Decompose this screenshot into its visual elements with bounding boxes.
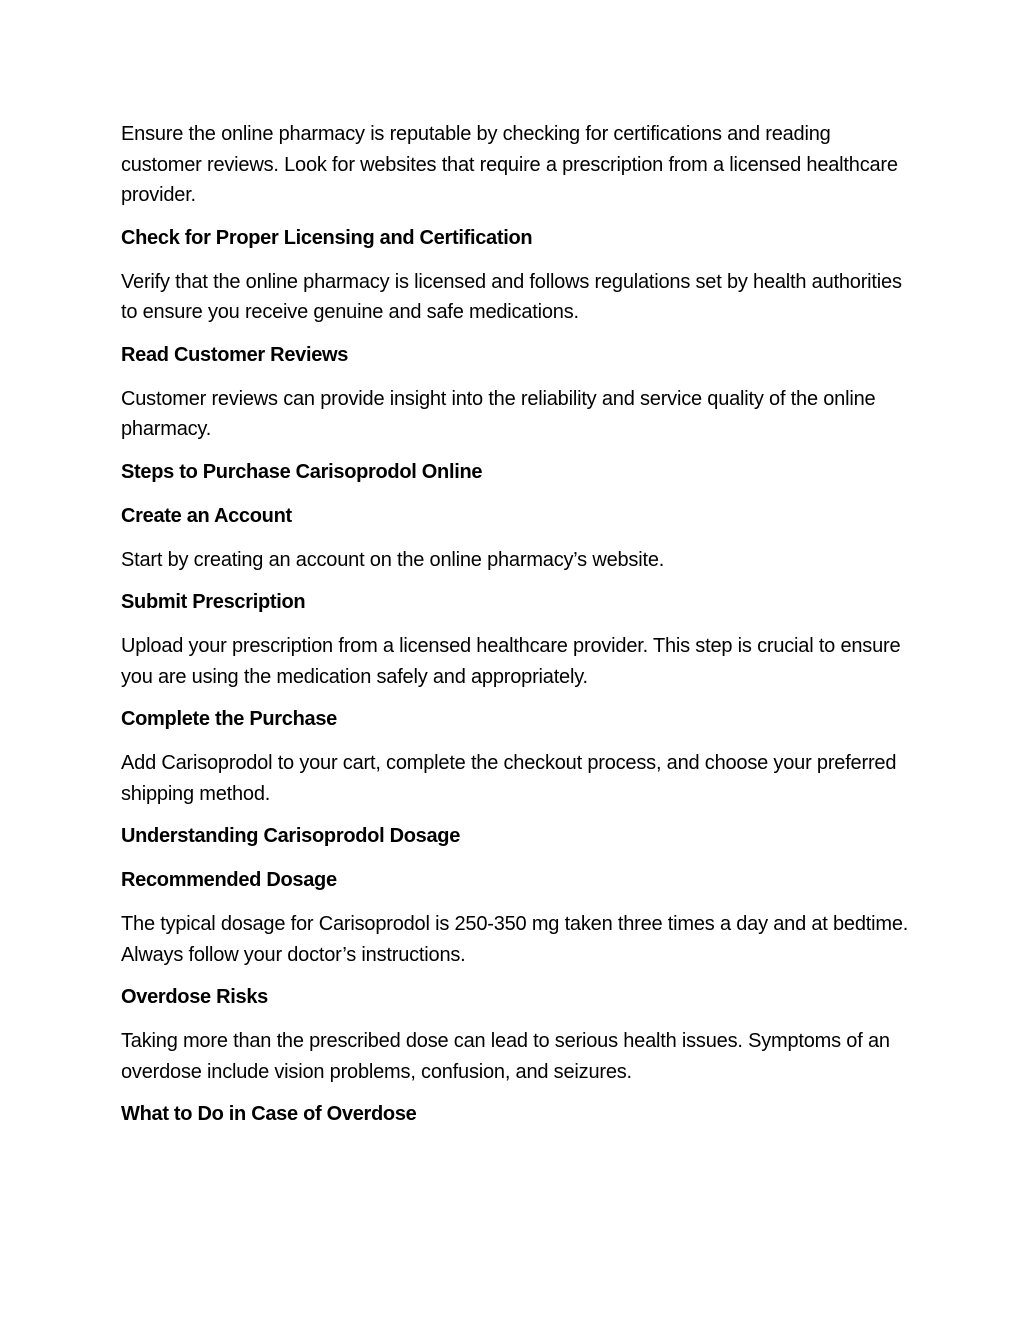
heading-overdose-action: What to Do in Case of Overdose xyxy=(121,1103,417,1125)
heading-reviews: Read Customer Reviews xyxy=(121,343,349,366)
document-page xyxy=(121,119,911,1143)
create-account-paragraph: Start by creating an account on the online pharmacy’s website. xyxy=(121,548,665,571)
heading-create-account: Create an Account xyxy=(121,504,292,527)
heading-licensing: Check for Proper Licensing and Certification xyxy=(121,226,533,249)
complete-purchase-paragraph: Add Carisoprodol to your cart, complete the checkout process, and choose your preferred shipping method. xyxy=(121,752,897,805)
reviews-paragraph: Customer reviews can provide insight into the reliability and service quality of the online pharmacy. xyxy=(121,387,876,440)
heading-recommended-dosage: Recommended Dosage xyxy=(121,869,337,891)
overdose-risks-paragraph: Taking more than the prescribed dose can lead to serious health issues. Symptoms of an overdose include vision problems, confusion, and seizures. xyxy=(121,1030,890,1083)
recommended-dosage-paragraph: The typical dosage for Carisoprodol is 250-350 mg taken three times a day and at bedtime. Always follow your doctor’s instructions. xyxy=(121,913,909,966)
heading-overdose-risks: Overdose Risks xyxy=(121,986,268,1008)
submit-prescription-paragraph: Upload your prescription from a licensed healthcare provider. This step is crucial to ensure you are using the medication safely and appropriately. xyxy=(121,635,901,688)
heading-steps: Steps to Purchase Carisoprodol Online xyxy=(121,460,483,483)
heading-dosage: Understanding Carisoprodol Dosage xyxy=(121,825,461,847)
heading-submit-prescription: Submit Prescription xyxy=(121,591,306,613)
intro-paragraph: Ensure the online pharmacy is reputable by checking for certifications and reading customer reviews. Look for websites that require a prescription from a licensed healthcare provider. xyxy=(121,123,898,206)
licensing-paragraph: Verify that the online pharmacy is licensed and follows regulations set by health authorities to ensure you receive genuine and safe medications. xyxy=(121,270,902,323)
heading-complete-purchase: Complete the Purchase xyxy=(121,708,337,730)
